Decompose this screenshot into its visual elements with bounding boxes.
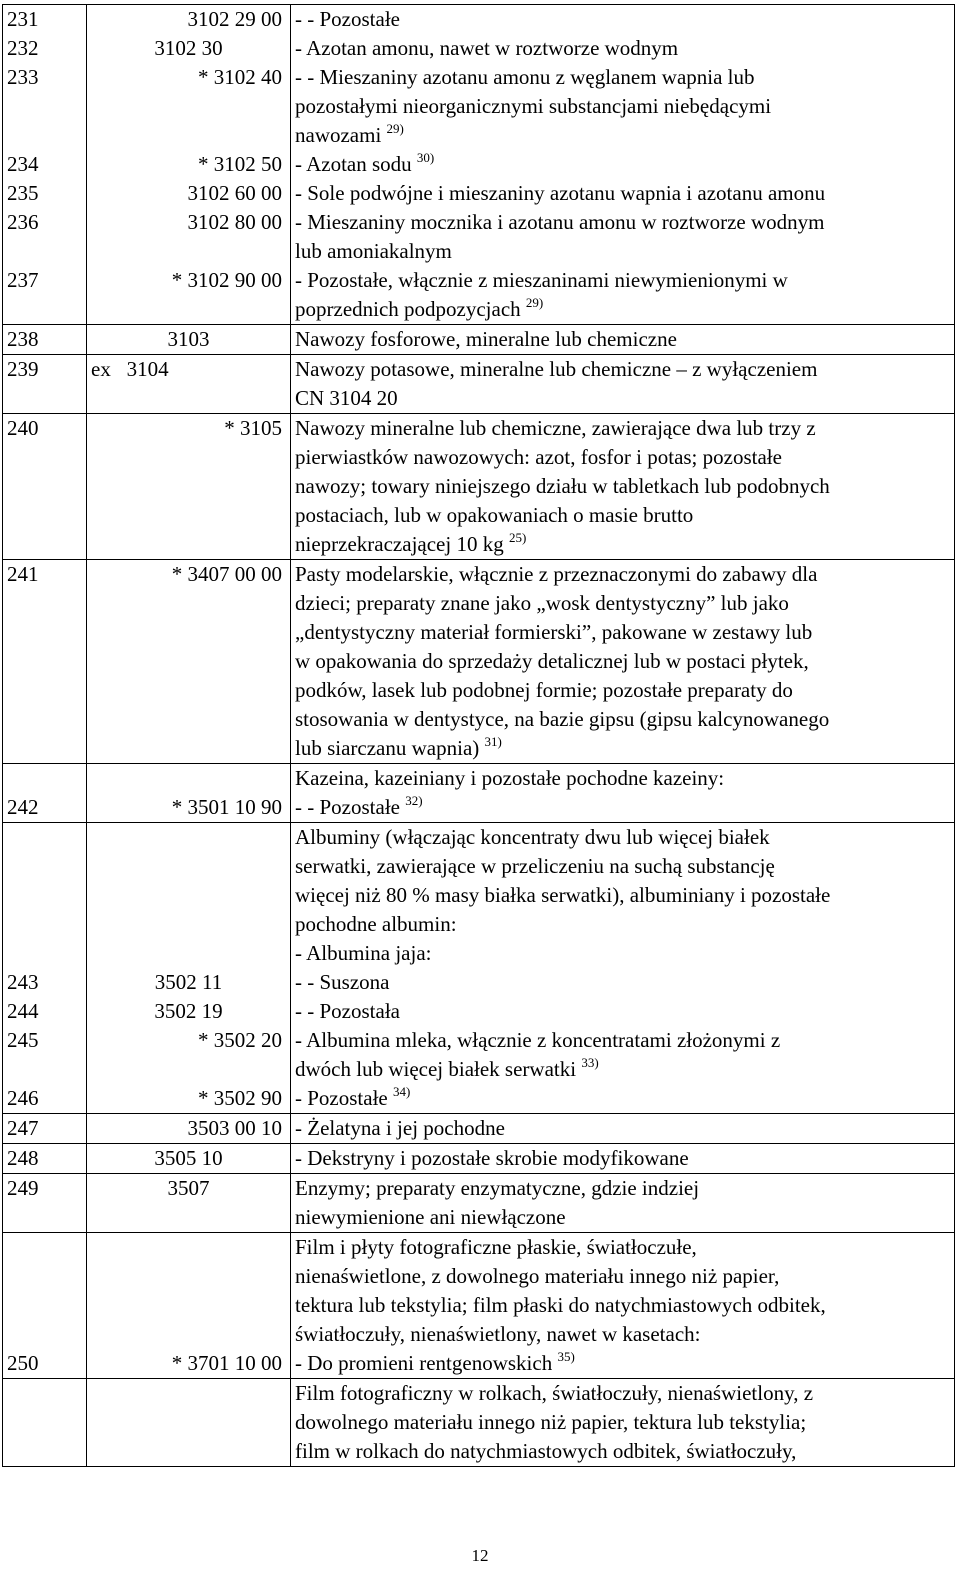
- item-number-cell: [3, 560, 87, 764]
- cn-code-cell: [87, 1144, 291, 1174]
- description-line: [295, 1233, 950, 1262]
- description-text: nieprzekraczającej 10 kg: [295, 532, 504, 556]
- cn-code: [91, 881, 286, 910]
- footnote-ref: 30): [416, 150, 435, 165]
- item-number: 247: [7, 1116, 39, 1140]
- cn-code: [91, 237, 286, 266]
- item-number: 245: [7, 1028, 39, 1052]
- description-text: pochodne albumin:: [295, 912, 457, 936]
- cn-code: 3102 60 00: [187, 181, 282, 205]
- description-text: - - Suszona: [295, 970, 390, 994]
- table-row: [3, 560, 955, 764]
- description-text: - - Pozostałe: [295, 795, 400, 819]
- description-text: Film i płyty fotograficzne płaskie, światłoczułe,: [295, 1235, 697, 1259]
- description-text: Pasty modelarskie, włącznie z przeznaczonymi do zabawy dla: [295, 562, 818, 586]
- description-text: lub siarczanu wapnia): [295, 736, 480, 760]
- item-number: 242: [7, 795, 39, 819]
- description-line: [295, 1144, 950, 1173]
- description-text: postaciach, lub w opakowaniach o masie brutto: [295, 503, 694, 527]
- description-line: [295, 150, 950, 179]
- description-line: [295, 793, 950, 822]
- description-text: niewymienione ani niewłączone: [295, 1205, 566, 1229]
- item-number: [7, 1262, 82, 1291]
- table-row: [3, 1174, 955, 1233]
- description-text: światłoczuły, nienaświetlony, nawet w kasetach:: [295, 1322, 701, 1346]
- description-cell: [291, 764, 955, 823]
- description-text: - Azotan sodu: [295, 152, 412, 176]
- item-number: 243: [7, 970, 39, 994]
- item-number: 236: [7, 210, 39, 234]
- description-line: [295, 208, 950, 237]
- description-line: [295, 34, 950, 63]
- description-line: [295, 1437, 950, 1466]
- item-number: 248: [7, 1146, 39, 1170]
- description-text: więcej niż 80 % masy białka serwatki), albuminiany i pozostałe: [295, 883, 831, 907]
- description-line: [295, 968, 950, 997]
- description-text: pozostałymi nieorganicznymi substancjami niebędącymi: [295, 94, 772, 118]
- description-line: [295, 1408, 950, 1437]
- description-text: podków, lasek lub podobnej formie; pozostałe preparaty do: [295, 678, 793, 702]
- cn-code: 3103: [167, 327, 210, 351]
- description-line: [295, 92, 950, 121]
- description-text: w opakowania do sprzedaży detalicznej lub w postaci płytek,: [295, 649, 809, 673]
- description-line: [295, 501, 950, 530]
- description-line: [295, 676, 950, 705]
- cn-code: 3505 10: [154, 1146, 223, 1170]
- description-line: [295, 734, 950, 763]
- description-line: [295, 764, 950, 793]
- cn-code: [91, 1262, 286, 1291]
- cn-code: [91, 939, 286, 968]
- item-number: 233: [7, 65, 39, 89]
- description-text: - Pozostałe, włącznie z mieszaninami niewymienionymi w: [295, 268, 788, 292]
- item-number: 231: [7, 7, 39, 31]
- cn-code-cell: [87, 560, 291, 764]
- cn-code: 3102 29 00: [187, 7, 282, 31]
- description-line: [295, 5, 950, 34]
- description-cell: [291, 355, 955, 414]
- cn-code: * 3102 90 00: [171, 268, 282, 292]
- item-number: [7, 1320, 82, 1349]
- description-line: [295, 823, 950, 852]
- table-row: [3, 823, 955, 1114]
- description-text: tektura lub tekstylia; film płaski do natychmiastowych odbitek,: [295, 1293, 826, 1317]
- description-text: - - Mieszaniny azotanu amonu z węglanem wapnia lub: [295, 65, 755, 89]
- description-text: Nawozy potasowe, mineralne lub chemiczne – z wyłączeniem: [295, 357, 818, 381]
- item-number-cell: [3, 355, 87, 414]
- item-number: 250: [7, 1351, 39, 1375]
- description-line: [295, 1349, 950, 1378]
- description-line: [295, 852, 950, 881]
- description-cell: [291, 1174, 955, 1233]
- description-cell: [291, 1144, 955, 1174]
- cn-code: [91, 1291, 286, 1320]
- item-number-cell: [3, 5, 87, 325]
- item-number: 234: [7, 152, 39, 176]
- description-line: [295, 997, 950, 1026]
- cn-code: * 3502 20: [198, 1028, 282, 1052]
- cn-code: [91, 910, 286, 939]
- item-number-cell: [3, 823, 87, 1114]
- description-text: - Azotan amonu, nawet w roztworze wodnym: [295, 36, 679, 60]
- description-text: Nawozy fosforowe, mineralne lub chemiczne: [295, 327, 677, 351]
- description-text: dwóch lub więcej białek serwatki: [295, 1057, 577, 1081]
- item-number: [7, 1291, 82, 1320]
- table-row: [3, 5, 955, 325]
- item-number-cell: [3, 325, 87, 355]
- description-line: [295, 589, 950, 618]
- cn-code: * 3501 10 90: [171, 795, 282, 819]
- item-number: 237: [7, 268, 39, 292]
- description-cell: [291, 1114, 955, 1144]
- description-cell: [291, 823, 955, 1114]
- item-number: [7, 881, 82, 910]
- description-cell: [291, 5, 955, 325]
- tariff-table-body: [3, 5, 955, 1467]
- item-number: [7, 823, 82, 852]
- description-line: [295, 414, 950, 443]
- description-text: dzieci; preparaty znane jako „wosk dentystyczny” lub jako: [295, 591, 789, 615]
- description-text: Kazeina, kazeiniany i pozostałe pochodne kazeiny:: [295, 766, 725, 790]
- footnote-ref: 32): [405, 793, 423, 808]
- cn-code-cell: [87, 5, 291, 325]
- item-number: 240: [7, 416, 39, 440]
- item-number: 244: [7, 999, 39, 1023]
- cn-code: [91, 1233, 286, 1262]
- item-number-cell: [3, 1174, 87, 1233]
- cn-code: * 3407 00 00: [171, 562, 282, 586]
- cn-code: [91, 121, 286, 150]
- description-text: dowolnego materiału innego niż papier, tektura lub tekstylia;: [295, 1410, 807, 1434]
- cn-code: * 3502 90: [198, 1086, 282, 1110]
- item-number: [7, 939, 82, 968]
- description-line: [295, 647, 950, 676]
- description-text: lub amoniakalnym: [295, 239, 452, 263]
- description-line: [295, 560, 950, 589]
- page-number: 12: [471, 1546, 489, 1565]
- item-number: [7, 92, 82, 121]
- description-text: CN 3104 20: [295, 386, 398, 410]
- description-line: [295, 1291, 950, 1320]
- item-number-cell: [3, 1379, 87, 1467]
- description-text: - - Pozostałe: [295, 7, 400, 31]
- description-cell: [291, 1379, 955, 1467]
- table-row: [3, 1233, 955, 1379]
- description-text: Nawozy mineralne lub chemiczne, zawierające dwa lub trzy z: [295, 416, 816, 440]
- cn-code: * 3105: [224, 416, 282, 440]
- item-number: 232: [7, 36, 39, 60]
- description-line: [295, 266, 950, 295]
- description-cell: [291, 325, 955, 355]
- description-line: [295, 705, 950, 734]
- description-line: [295, 1026, 950, 1055]
- description-text: Albuminy (włączając koncentraty dwu lub więcej białek: [295, 825, 770, 849]
- footnote-ref: 35): [557, 1349, 575, 1364]
- item-number: [7, 910, 82, 939]
- item-number: 246: [7, 1086, 39, 1110]
- table-row: [3, 1144, 955, 1174]
- cn-code-cell: [87, 1114, 291, 1144]
- item-number: 239: [7, 357, 39, 381]
- description-line: [295, 1320, 950, 1349]
- description-text: Film fotograficzny w rolkach, światłoczuły, nienaświetlony, z: [295, 1381, 814, 1405]
- cn-code: 3502 11: [154, 970, 223, 994]
- cn-code: [91, 1320, 286, 1349]
- item-number: 235: [7, 181, 39, 205]
- description-text: film w rolkach do natychmiastowych odbitek, światłoczuły,: [295, 1439, 797, 1463]
- description-text: nawozy; towary niniejszego działu w tabletkach lub podobnych: [295, 474, 830, 498]
- description-line: [295, 1114, 950, 1143]
- footnote-ref: 34): [392, 1084, 411, 1099]
- item-number-cell: [3, 1144, 87, 1174]
- table-row: [3, 325, 955, 355]
- cn-code: [91, 852, 286, 881]
- description-text: „dentystyczny materiał formierski”, pakowane w zestawy lub: [295, 620, 813, 644]
- cn-code-cell: [87, 414, 291, 560]
- description-text: - Sole podwójne i mieszaniny azotanu wapnia i azotanu amonu: [295, 181, 826, 205]
- item-number: [7, 1055, 82, 1084]
- description-text: - Mieszaniny mocznika i azotanu amonu w roztworze wodnym: [295, 210, 825, 234]
- description-text: - Albumina jaja:: [295, 941, 432, 965]
- tariff-table: [2, 4, 955, 1467]
- cn-code: 3502 19: [154, 999, 223, 1023]
- cn-code: [91, 295, 286, 324]
- cn-code: 3102 30: [154, 36, 223, 60]
- description-cell: [291, 560, 955, 764]
- description-line: [295, 179, 950, 208]
- description-text: serwatki, zawierające w przeliczeniu na suchą substancję: [295, 854, 775, 878]
- description-text: pierwiastków nawozowych: azot, fosfor i potas; pozostałe: [295, 445, 782, 469]
- cn-code: [91, 1055, 286, 1084]
- description-line: [295, 939, 950, 968]
- cn-code-cell: [87, 355, 291, 414]
- item-number: 238: [7, 327, 39, 351]
- cn-code: [91, 823, 286, 852]
- cn-code: 3503 00 10: [187, 1116, 282, 1140]
- footnote-ref: 31): [484, 734, 502, 749]
- cn-code-cell: [87, 1174, 291, 1233]
- description-text: stosowania w dentystyce, na bazie gipsu (gipsu kalcynowanego: [295, 707, 830, 731]
- item-number: [7, 764, 82, 793]
- description-line: [295, 121, 950, 150]
- description-text: - Żelatyna i jej pochodne: [295, 1116, 505, 1140]
- cn-code: [91, 92, 286, 121]
- cn-code: 3102 80 00: [187, 210, 282, 234]
- item-number-cell: [3, 764, 87, 823]
- description-line: [295, 325, 950, 354]
- table-row: [3, 764, 955, 823]
- cn-code: * 3701 10 00: [171, 1351, 282, 1375]
- cn-code-cell: [87, 1233, 291, 1379]
- cn-code-cell: [87, 764, 291, 823]
- description-text: nienaświetlone, z dowolnego materiału innego niż papier,: [295, 1264, 780, 1288]
- description-text: - Do promieni rentgenowskich: [295, 1351, 553, 1375]
- description-line: [295, 63, 950, 92]
- description-line: [295, 472, 950, 501]
- item-number: [7, 237, 82, 266]
- description-text: Enzymy; preparaty enzymatyczne, gdzie indziej: [295, 1176, 700, 1200]
- item-number-cell: [3, 1233, 87, 1379]
- cn-code-cell: [87, 325, 291, 355]
- description-line: [295, 530, 950, 559]
- table-row: [3, 1379, 955, 1467]
- description-text: - - Pozostała: [295, 999, 400, 1023]
- description-line: [295, 443, 950, 472]
- description-text: - Dekstryny i pozostałe skrobie modyfikowane: [295, 1146, 689, 1170]
- description-text: - Albumina mleka, włącznie z koncentratami złożonymi z: [295, 1028, 781, 1052]
- item-number: [7, 121, 82, 150]
- table-row: [3, 355, 955, 414]
- cn-code: ex 3104: [91, 357, 169, 381]
- description-text: nawozami: [295, 123, 382, 147]
- description-line: [295, 1084, 950, 1113]
- description-line: [295, 237, 950, 266]
- item-number-cell: [3, 414, 87, 560]
- table-row: [3, 1114, 955, 1144]
- footnote-ref: 29): [525, 295, 544, 310]
- description-line: [295, 1055, 950, 1084]
- item-number: 241: [7, 562, 39, 586]
- description-line: [295, 1262, 950, 1291]
- footnote-ref: 25): [508, 530, 527, 545]
- footnote-ref: 29): [386, 121, 404, 136]
- description-text: poprzednich podpozycjach: [295, 297, 521, 321]
- description-line: [295, 618, 950, 647]
- description-line: [295, 384, 950, 413]
- cn-code-cell: [87, 823, 291, 1114]
- item-number: [7, 295, 82, 324]
- description-line: [295, 355, 950, 384]
- cn-code: 3507: [167, 1176, 210, 1200]
- description-line: [295, 881, 950, 910]
- description-cell: [291, 414, 955, 560]
- cn-code-cell: [87, 1379, 291, 1467]
- description-line: [295, 1379, 950, 1408]
- description-text: - Pozostałe: [295, 1086, 388, 1110]
- item-number: [7, 852, 82, 881]
- description-line: [295, 295, 950, 324]
- cn-code: [91, 764, 286, 793]
- item-number-cell: [3, 1114, 87, 1144]
- item-number: [7, 1233, 82, 1262]
- footnote-ref: 33): [581, 1055, 599, 1070]
- table-row: [3, 414, 955, 560]
- cn-code: * 3102 50: [198, 152, 282, 176]
- description-cell: [291, 1233, 955, 1379]
- description-line: [295, 1174, 950, 1203]
- item-number: 249: [7, 1176, 39, 1200]
- description-line: [295, 910, 950, 939]
- description-line: [295, 1203, 950, 1232]
- cn-code: * 3102 40: [198, 65, 282, 89]
